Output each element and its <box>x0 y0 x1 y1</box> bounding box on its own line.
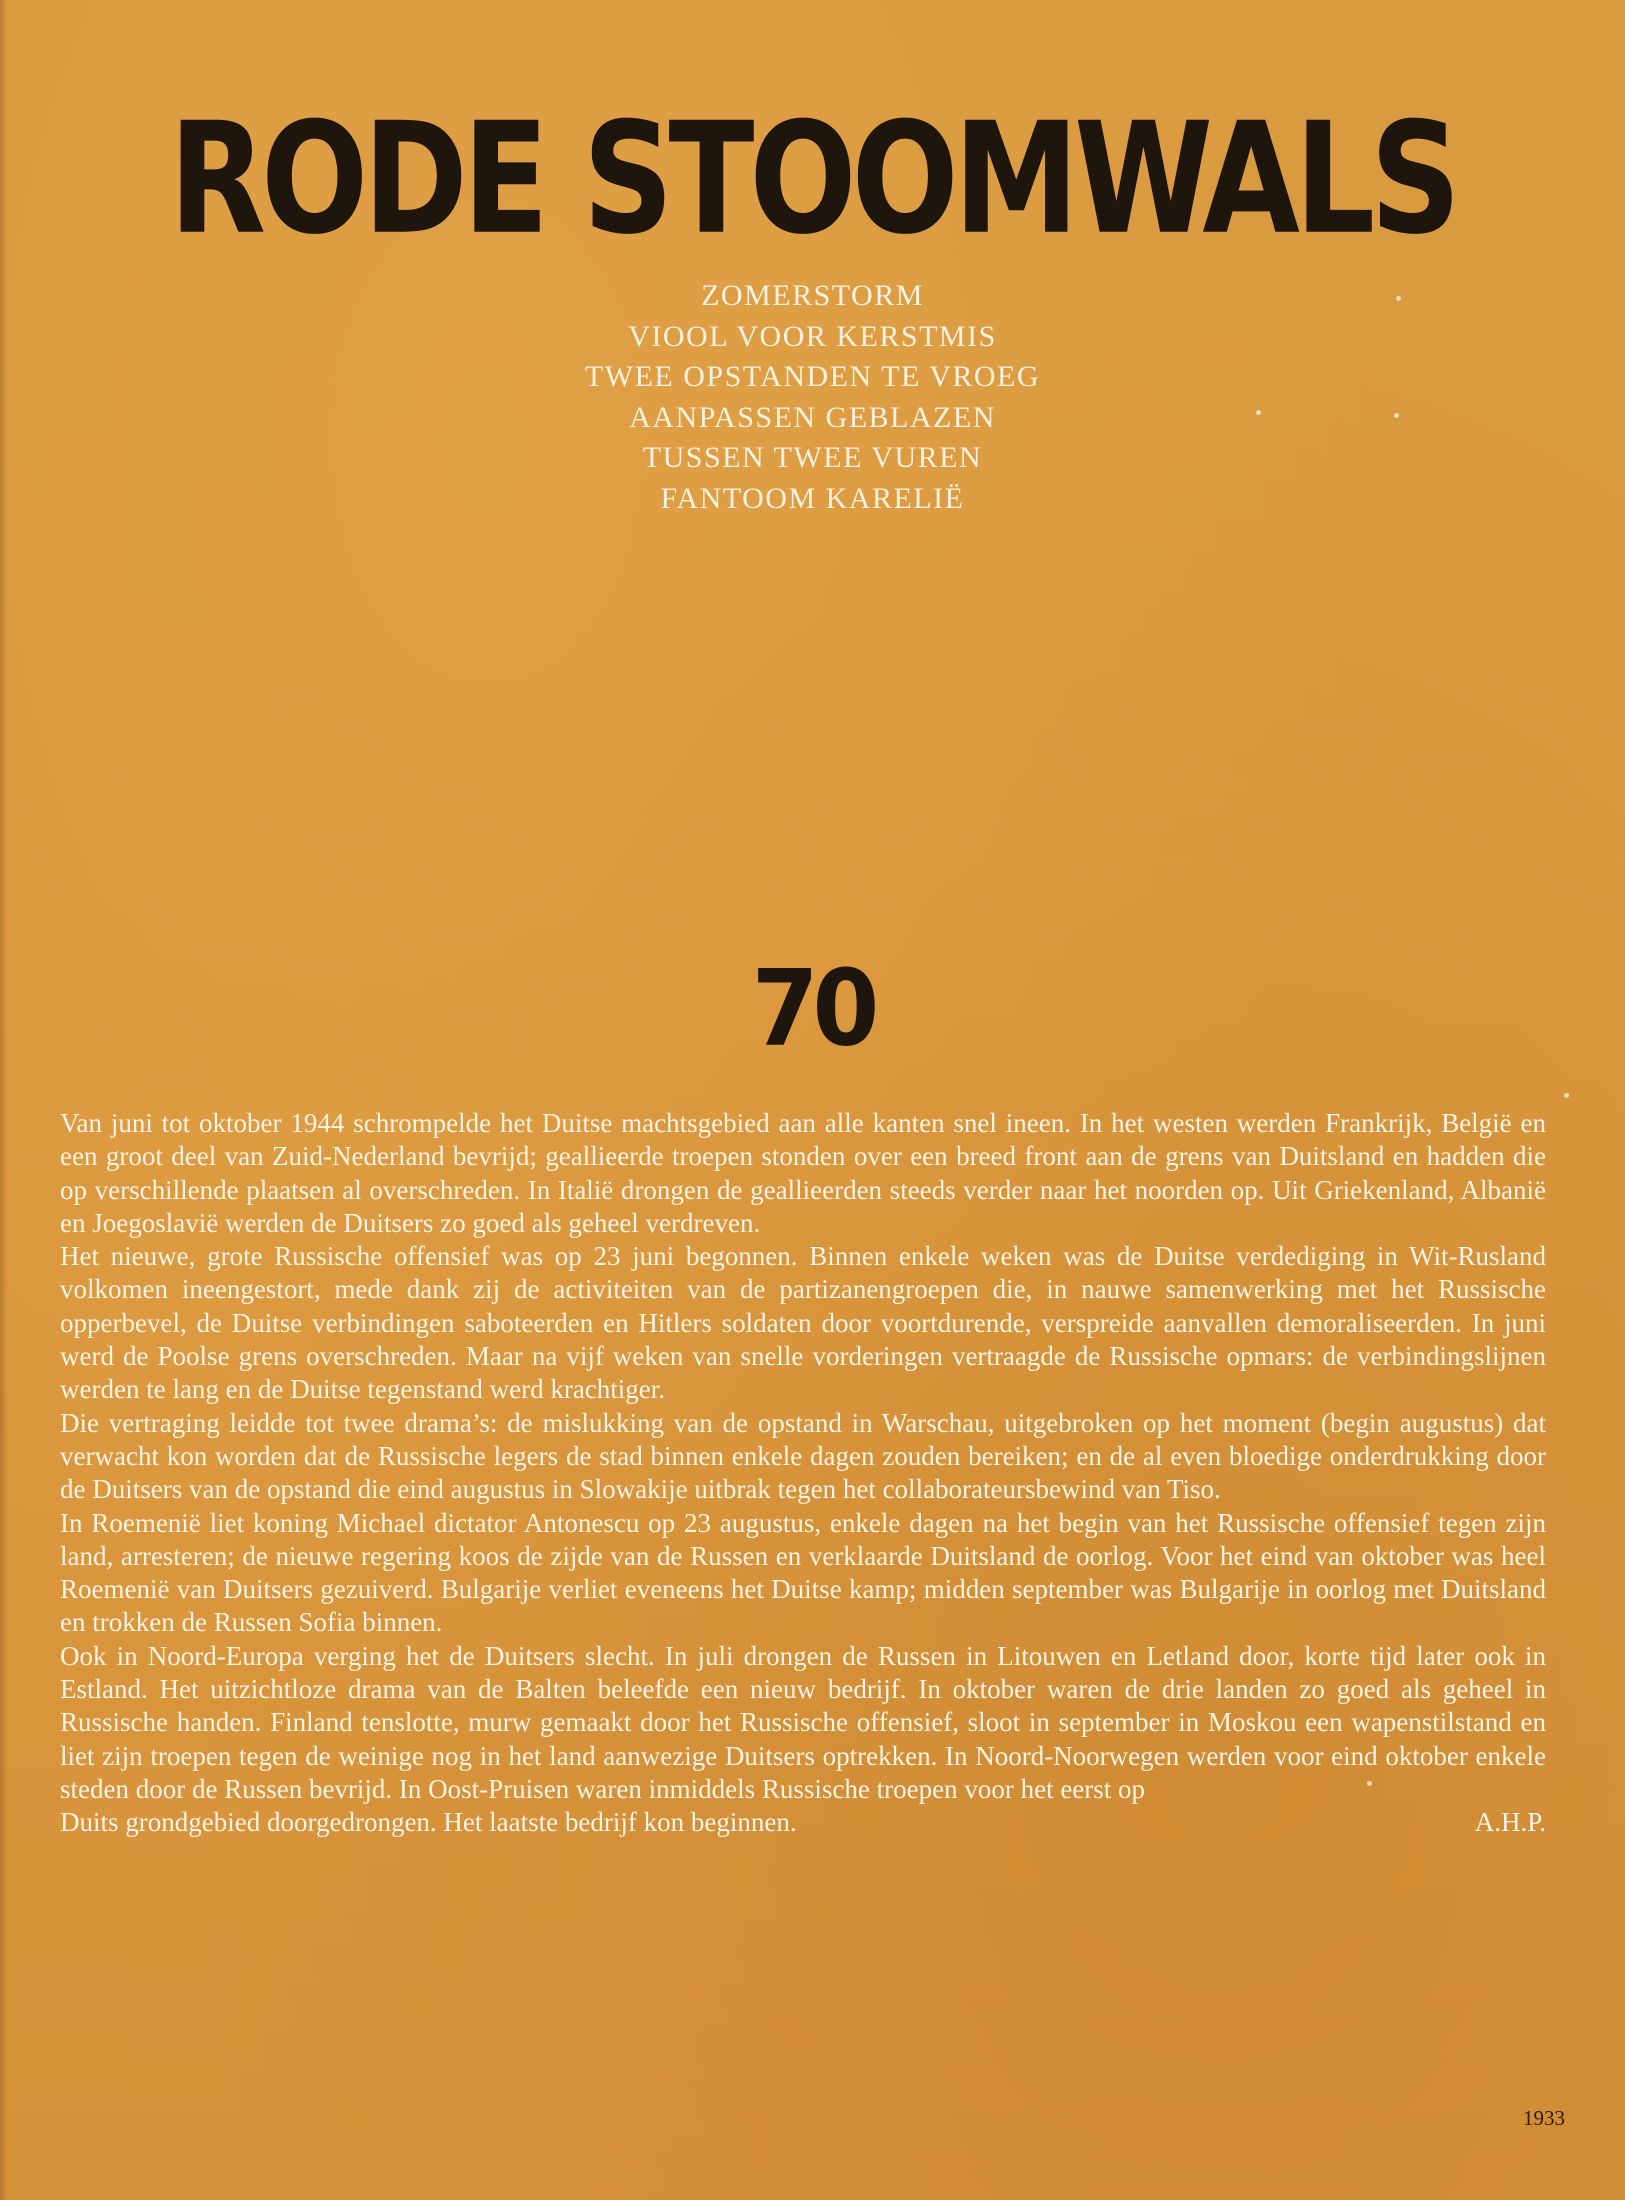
paper-speck <box>1396 296 1401 301</box>
author-signature: A.H.P. <box>1474 1807 1546 1838</box>
contents-item: ZOMERSTORM <box>701 279 924 312</box>
page-number: 1933 <box>1523 2106 1565 2130</box>
paper-speck <box>1564 1093 1569 1098</box>
article-paragraph: Van juni tot oktober 1944 schrompelde het Duitse machtsgebied aan alle kanten snel ineen. In het westen werden Frankrijk, België en een groot deel van Zuid-Nederland bevrijd; geallieerde troepen stonden over een breed front aan de grens van Duitsland en hadden die op verschillende plaatsen al overschreden. In Italië drongen de geallieerden steeds verder naar het noorden op. Uit Griekenland, Albanië en Joegoslavië werden de Duitsers zo goed als geheel verdreven. <box>60 1108 1546 1238</box>
contents-item: TUSSEN TWEE VUREN <box>642 441 983 474</box>
article-paragraph: Het nieuwe, grote Russische offensief was op 23 juni begonnen. Binnen enkele weken was de Duitse verdediging in Wit-Rusland volkomen ineengestort, mede dank zij de activiteiten van de partizanengroepen die, in nauwe samenwerking met het Russische opperbevel, de Duitse verbindingen saboteerden en Hitlers soldaten door voortdurende, verspreide aanvallen demoraliseerden. In juni werd de Poolse grens overschreden. Maar na vijf weken van snelle vorderingen vertraagde de Russische opmars: de verbindingslijnen werden te lang en de Duitse tegenstand werd krachtiger. <box>60 1241 1546 1405</box>
article-paragraph: Ook in Noord-Europa verging het de Duitsers slecht. In juli drongen de Russen in Litouwen en Letland door, korte tijd later ook in Estland. Het uitzichtloze drama van de Balten beleefde een nieuw bedrijf. In oktober waren de drie landen zo goed als geheel in Russische handen. Finland tenslotte, murw gemaakt door het Russische offensief, sloot in september in Moskou een wapenstilstand en liet zijn troepen tegen de weinige nog in het land aanwezige Duitsers optrekken. In Noord-Noorwegen werden voor eind oktober enkele steden door de Russen bevrijd. In Oost-Pruisen waren inmiddels Russische troepen voor het eerst op <box>60 1640 1546 1804</box>
article-closing-line <box>60 1806 1546 1839</box>
paper-speck <box>1256 410 1261 415</box>
contents-item: FANTOOM KARELIË <box>660 481 965 515</box>
contents-item: AANPASSEN GEBLAZEN <box>629 400 996 434</box>
article-body <box>60 1107 1546 1840</box>
contents-list <box>0 276 1625 519</box>
contents-item: TWEE OPSTANDEN TE VROEG <box>584 360 1041 393</box>
article-paragraph: In Roemenië liet koning Michael dictator Antonescu op 23 augustus, enkele dagen na het begin van het Russische offensief tegen zijn land, arresteren; de nieuwe regering koos de zijde van de Russen en verklaarde Duitsland de oorlog. Voor het eind van oktober was heel Roemenië van Duitsers gezuiverd. Bulgarije verliet eveneens het Duitse kamp; midden september was Bulgarije in oorlog met Duitsland en trokken de Russen Sofia binnen. <box>60 1507 1546 1638</box>
paper-speck <box>1394 413 1399 418</box>
issue-number: 70 <box>751 946 874 1070</box>
closing-sentence: Duits grondgebied doorgedrongen. Het laatste bedrijf kon beginnen. <box>60 1807 797 1838</box>
paper-speck <box>1367 1781 1372 1786</box>
article-paragraph: Die vertraging leidde tot twee drama’s: de mislukking van de opstand in Warschau, uitgebroken op het moment (begin augustus) dat verwacht kon worden dat de Russische legers de stad binnen enkele dagen zouden bereiken; en de al even bloedige onderdrukking door de Duitsers van de opstand die eind augustus in Slowakije uitbrak tegen het collaborateursbewind van Tiso. <box>60 1407 1546 1505</box>
contents-item: VIOOL VOOR KERSTMIS <box>628 319 997 353</box>
magazine-title: RODE STOOMWALS <box>169 89 1456 269</box>
